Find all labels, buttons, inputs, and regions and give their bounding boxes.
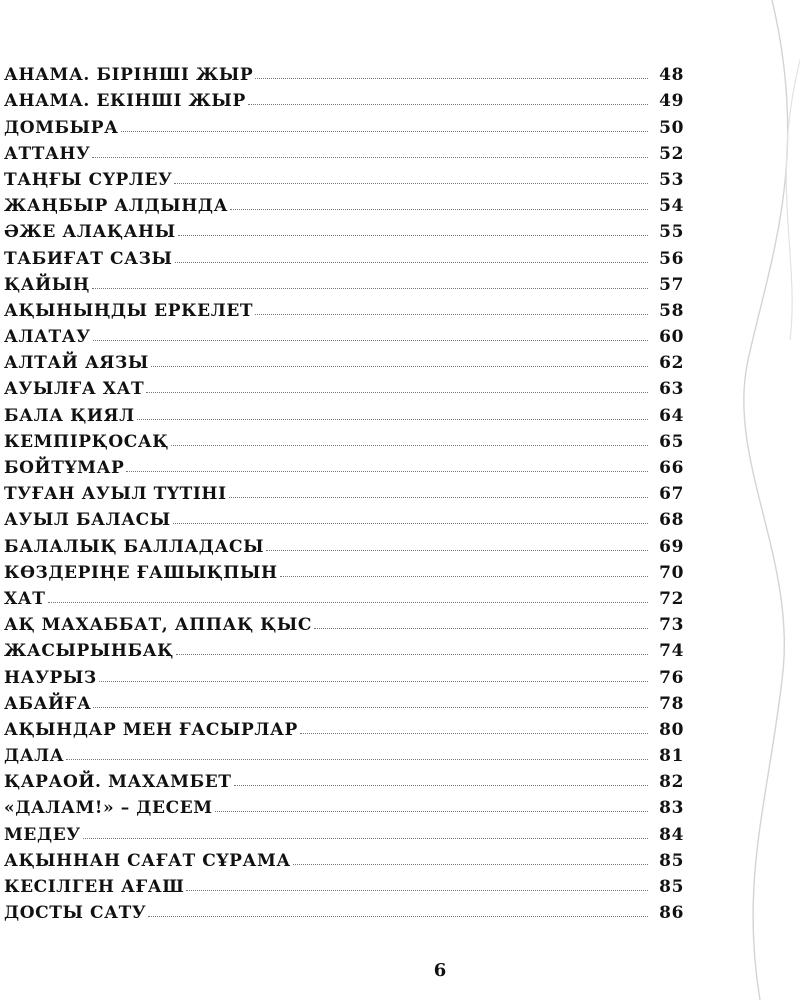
toc-entry[interactable] <box>4 242 684 268</box>
dot-leader <box>121 131 648 132</box>
toc-entry-page: 73 <box>659 615 684 636</box>
toc-entry[interactable] <box>4 478 684 504</box>
toc-entry[interactable] <box>4 609 684 635</box>
toc-entry[interactable] <box>4 347 684 373</box>
toc-entry[interactable] <box>4 426 684 452</box>
toc-entry-page: 84 <box>659 824 684 845</box>
toc-entry-page: 85 <box>659 850 684 871</box>
dot-leader <box>300 733 648 734</box>
toc-entry-title: АНАМА. ЕКІНШІ ЖЫР <box>4 91 246 112</box>
dot-leader <box>66 759 648 760</box>
toc-entry-page: 85 <box>659 877 684 897</box>
toc-entry-title: БОЙТҰМАР <box>4 458 125 478</box>
dot-leader <box>146 392 648 393</box>
toc-entry-title: БАЛА ҚИЯЛ <box>4 405 135 426</box>
toc-entry-title: ХАТ <box>4 588 46 609</box>
toc-entry-page: 67 <box>659 484 684 505</box>
toc-entry-title: ТУҒАН АУЫЛ ТҮТІНІ <box>4 484 227 505</box>
dot-leader <box>151 366 648 367</box>
dot-leader <box>93 340 648 341</box>
dot-leader <box>92 157 648 158</box>
toc-entry-title: АЛАТАУ <box>4 327 91 348</box>
toc-entry-page: 52 <box>659 143 684 164</box>
toc-entry-title: ҚАРАОЙ. МАХАМБЕТ <box>4 772 232 793</box>
toc-entry[interactable] <box>4 85 684 111</box>
toc-entry-page: 53 <box>659 169 684 190</box>
toc-entry-title: АҚ МАХАББАТ, АППАҚ ҚЫС <box>4 615 313 636</box>
toc-entry[interactable] <box>4 766 684 792</box>
toc-entry[interactable] <box>4 164 684 190</box>
dot-leader <box>280 576 648 577</box>
toc-entry-title: «ДАЛАМ!» – ДЕСЕМ <box>4 798 213 819</box>
dot-leader <box>186 890 648 891</box>
toc-entry-title: ТАБИҒАТ САЗЫ <box>4 248 173 269</box>
toc-entry-title: АБАЙҒА <box>4 693 92 714</box>
dot-leader <box>83 838 648 839</box>
toc-entry-page: 54 <box>659 196 684 217</box>
toc-entry-page: 78 <box>659 693 684 714</box>
toc-entry-page: 69 <box>659 536 684 557</box>
toc-entry-title: АҚЫННАН САҒАТ СҰРАМА <box>4 850 291 871</box>
toc-entry[interactable] <box>4 111 684 137</box>
toc-entry-title: АҚЫНЫҢДЫ ЕРКЕЛЕТ <box>4 300 254 321</box>
dot-leader <box>176 654 648 655</box>
toc-entry-page: 81 <box>659 746 684 767</box>
dot-leader <box>215 811 648 812</box>
toc-entry-title: ӘЖЕ АЛАҚАНЫ <box>4 222 176 243</box>
toc-entry-page: 76 <box>659 667 684 688</box>
toc-entry-page: 83 <box>659 798 684 819</box>
toc-entry-title: АТТАНУ <box>4 143 91 164</box>
dot-leader <box>175 262 648 263</box>
toc-entry-title: АҚЫНДАР МЕН ҒАСЫРЛАР <box>4 719 298 740</box>
toc-entry-page: 48 <box>659 65 684 86</box>
toc-entry[interactable] <box>4 871 684 897</box>
toc-entry-page: 50 <box>659 117 684 138</box>
dot-leader <box>92 288 648 289</box>
toc-entry-page: 57 <box>659 274 684 295</box>
toc-entry[interactable] <box>4 530 684 556</box>
dot-leader <box>255 78 648 79</box>
toc-entry-title: АНАМА. БІРІНШІ ЖЫР <box>4 65 254 86</box>
dot-leader <box>137 419 648 420</box>
toc-entry[interactable] <box>4 452 684 478</box>
toc-entry-page: 72 <box>659 588 684 609</box>
toc-entry-title: АЛТАЙ АЯЗЫ <box>4 353 149 374</box>
table-of-contents <box>4 59 684 923</box>
toc-entry-page: 65 <box>659 431 684 452</box>
dot-leader <box>99 681 648 682</box>
toc-entry-title: КӨЗДЕРІҢЕ ҒАШЫҚПЫН <box>4 562 278 583</box>
toc-entry[interactable] <box>4 635 684 661</box>
toc-entry-title: ТАҢҒЫ СҮРЛЕУ <box>4 169 173 190</box>
toc-entry-title: ЖАҢБЫР АЛДЫНДА <box>4 196 229 217</box>
toc-entry[interactable] <box>4 269 684 295</box>
toc-entry[interactable] <box>4 688 684 714</box>
toc-entry[interactable] <box>4 59 684 85</box>
toc-entry-page: 49 <box>659 91 684 112</box>
toc-entry[interactable] <box>4 714 684 740</box>
toc-entry-page: 64 <box>659 405 684 426</box>
toc-entry-page: 70 <box>659 562 684 583</box>
toc-entry[interactable] <box>4 557 684 583</box>
toc-entry-page: 82 <box>659 772 684 793</box>
toc-entry[interactable] <box>4 792 684 818</box>
toc-entry[interactable] <box>4 321 684 347</box>
dot-leader <box>248 104 648 105</box>
toc-entry[interactable] <box>4 216 684 242</box>
dot-leader <box>230 209 648 210</box>
toc-entry[interactable] <box>4 740 684 766</box>
dot-leader <box>148 916 648 917</box>
toc-entry[interactable] <box>4 897 684 923</box>
toc-entry-title: КЕМПІРҚОСАҚ <box>4 431 170 452</box>
toc-entry-title: НАУРЫЗ <box>4 667 97 688</box>
dot-leader <box>126 471 648 472</box>
toc-entry[interactable] <box>4 373 684 399</box>
dot-leader <box>173 523 648 524</box>
toc-entry[interactable] <box>4 504 684 530</box>
toc-entry-title: ҚАЙЫҢ <box>4 274 90 295</box>
toc-entry[interactable] <box>4 818 684 844</box>
toc-entry-title: АУЫЛ БАЛАСЫ <box>4 510 171 531</box>
dot-leader <box>178 235 648 236</box>
toc-entry[interactable] <box>4 845 684 871</box>
toc-entry-title: ДОСТЫ САТУ <box>4 903 147 924</box>
toc-entry-page: 55 <box>659 222 684 243</box>
dot-leader <box>293 864 648 865</box>
toc-entry-page: 62 <box>659 353 684 374</box>
toc-entry-title: ДАЛА <box>4 746 65 767</box>
toc-entry-page: 60 <box>659 327 684 348</box>
dot-leader <box>174 183 648 184</box>
toc-entry-title: ЖАСЫРЫНБАҚ <box>4 641 174 662</box>
toc-entry[interactable] <box>4 661 684 687</box>
page-number: 6 <box>433 960 447 981</box>
toc-entry-title: АУЫЛҒА ХАТ <box>4 379 145 400</box>
dot-leader <box>255 314 648 315</box>
dot-leader <box>93 707 648 708</box>
dot-leader <box>229 497 648 498</box>
toc-entry[interactable] <box>4 138 684 164</box>
toc-entry[interactable] <box>4 190 684 216</box>
toc-entry-page: 56 <box>659 248 684 269</box>
dot-leader <box>234 785 648 786</box>
toc-entry-page: 68 <box>659 510 684 531</box>
dot-leader <box>266 550 648 551</box>
toc-entry[interactable] <box>4 399 684 425</box>
toc-entry-title: ДОМБЫРА <box>4 117 119 138</box>
toc-entry-page: 66 <box>659 458 684 478</box>
toc-entry-title: МЕДЕУ <box>4 824 81 845</box>
toc-entry-title: БАЛАЛЫҚ БАЛЛАДАСЫ <box>4 536 265 557</box>
toc-entry[interactable] <box>4 583 684 609</box>
dot-leader <box>314 628 648 629</box>
toc-entry-page: 74 <box>659 641 684 662</box>
toc-entry-page: 80 <box>659 719 684 740</box>
dot-leader <box>48 602 649 603</box>
toc-entry-title: КЕСІЛГЕН АҒАШ <box>4 877 185 897</box>
dot-leader <box>171 445 648 446</box>
toc-entry-page: 63 <box>659 379 684 400</box>
toc-entry-page: 58 <box>659 300 684 321</box>
toc-entry[interactable] <box>4 295 684 321</box>
toc-entry-page: 86 <box>659 903 684 924</box>
